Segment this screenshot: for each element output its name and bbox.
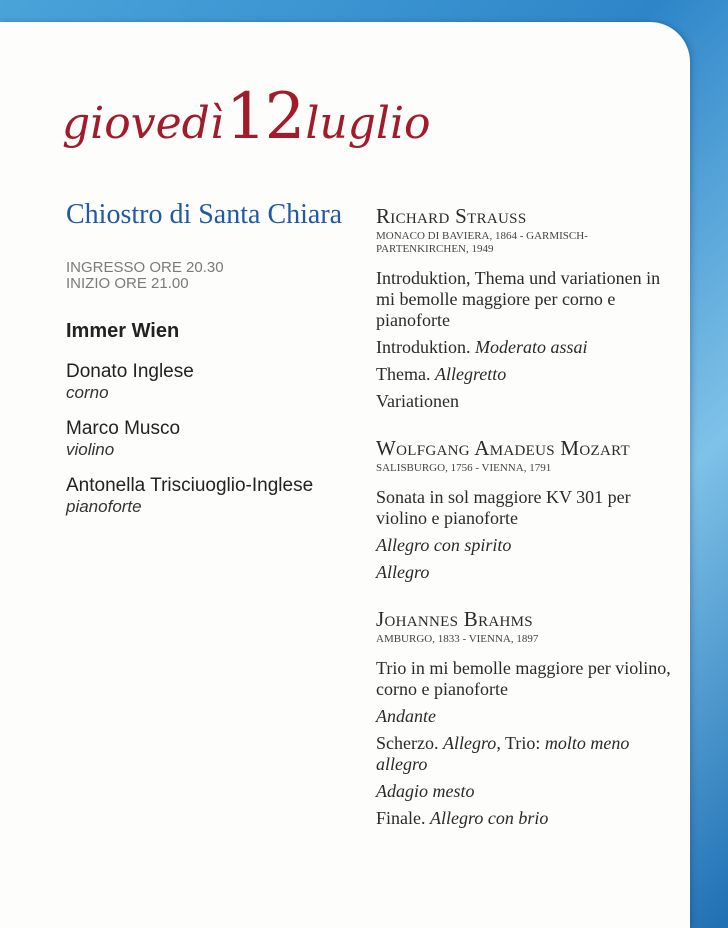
movement	[376, 781, 676, 802]
movement-label: Introduktion.	[376, 337, 475, 357]
movement	[376, 562, 676, 583]
movement-label: , Trio:	[496, 733, 545, 753]
movement-tempo: molto meno allegro	[376, 733, 630, 774]
movement-tempo: Andante	[376, 706, 436, 726]
date-day: 12	[225, 80, 304, 154]
composer-name: Wolfgang Amadeus Mozart	[376, 436, 631, 460]
movement-label: Finale.	[376, 808, 430, 828]
movement-label: Scherzo.	[376, 733, 443, 753]
date-weekday: giovedì	[62, 98, 224, 149]
composer-lifespan: SALISBURGO, 1756 - VIENNA, 1791	[376, 462, 552, 474]
work-title: Trio in mi bemolle maggiore per violino, corno e pianoforte	[376, 658, 671, 699]
composer-name: Johannes Brahms	[376, 607, 533, 631]
event-date	[62, 80, 431, 154]
movement	[376, 706, 676, 727]
movement	[376, 535, 676, 556]
performer	[66, 361, 346, 403]
performer-name: Antonella Trisciuoglio-Inglese	[66, 475, 314, 496]
performer-instrument: violino	[66, 440, 115, 459]
composer-name: Richard Strauss	[376, 204, 527, 228]
movement-tempo: Allegretto	[434, 364, 507, 384]
program-piece	[376, 436, 676, 583]
event-times	[66, 260, 346, 292]
performer-instrument: pianoforte	[66, 497, 142, 516]
performer-name: Marco Musco	[66, 418, 181, 439]
performer	[66, 418, 346, 460]
movement	[376, 808, 676, 829]
program-title: Immer Wien	[66, 320, 180, 342]
entry-time: INGRESSO ORE 20.30	[66, 259, 224, 276]
movement-tempo: Moderato assai	[475, 337, 588, 357]
movement	[376, 337, 676, 358]
performer	[66, 475, 346, 517]
performers-list	[66, 361, 346, 517]
movement-tempo: Adagio mesto	[376, 781, 475, 801]
program-page	[0, 22, 690, 928]
movement	[376, 364, 676, 385]
performer-name: Donato Inglese	[66, 361, 194, 382]
date-month: luglio	[305, 98, 431, 149]
program-piece	[376, 204, 676, 412]
event-info	[66, 200, 346, 532]
movement	[376, 391, 676, 412]
movement-tempo: Allegro	[442, 733, 497, 753]
movement-tempo: Allegro	[376, 562, 430, 582]
program-pieces	[376, 204, 676, 853]
work-title: Introduktion, Thema und variationen in mi bemolle maggiore per corno e pianoforte	[376, 268, 661, 330]
movement-label: Variationen	[376, 391, 459, 411]
start-time: INIZIO ORE 21.00	[66, 275, 189, 292]
composer-lifespan: AMBURGO, 1833 - VIENNA, 1897	[376, 633, 539, 645]
composer-lifespan: MONACO DI BAVIERA, 1864 - GARMISCH-PARTENKIRCHEN, 1949	[376, 230, 588, 255]
program-piece	[376, 607, 676, 829]
movement-label: Thema.	[376, 364, 435, 384]
movement-tempo: Allegro con brio	[430, 808, 549, 828]
movement-tempo: Allegro con spirito	[376, 535, 512, 555]
venue-name: Chiostro di Santa Chiara	[66, 199, 343, 230]
work-title: Sonata in sol maggiore KV 301 per violino e pianoforte	[376, 487, 631, 528]
performer-instrument: corno	[66, 383, 109, 402]
movement	[376, 733, 676, 775]
